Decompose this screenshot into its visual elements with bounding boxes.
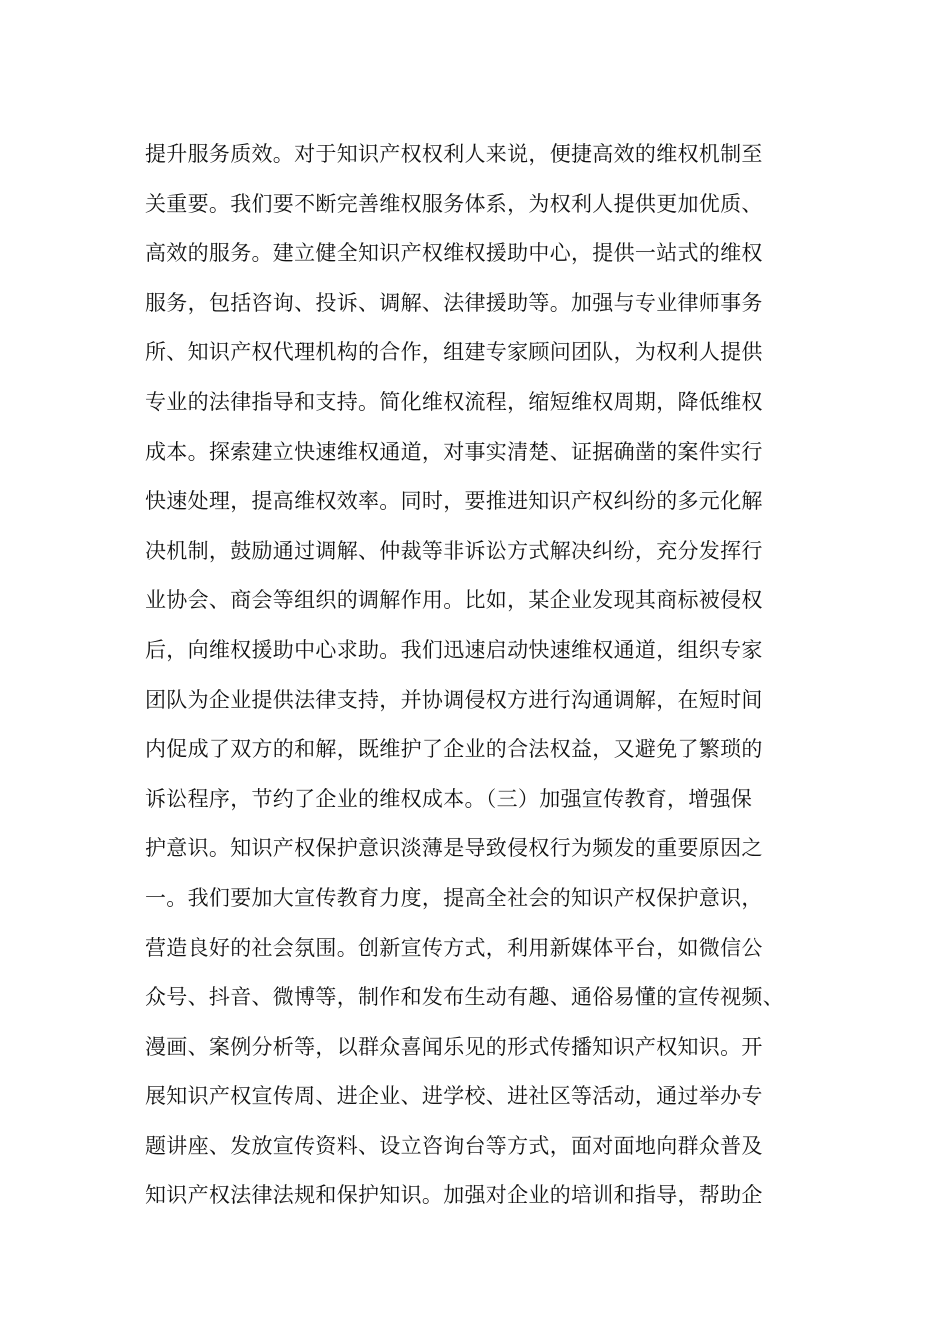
text-line: 决机制，鼓励通过调解、仲裁等非诉讼方式解决纠纷，充分发挥行 (145, 538, 763, 563)
text-line: 业协会、商会等组织的调解作用。比如，某企业发现其商标被侵权 (145, 588, 763, 613)
text-line: 众号、抖音、微博等，制作和发布生动有趣、通俗易懂的宣传视频、 (145, 985, 784, 1010)
text-line: 题讲座、发放宣传资料、设立咨询台等方式，面对面地向群众普及 (145, 1133, 763, 1158)
text-line: 服务，包括咨询、投诉、调解、法律援助等。加强与专业律师事务 (145, 290, 763, 315)
text-line: 内促成了双方的和解，既维护了企业的合法权益，又避免了繁琐的 (145, 737, 763, 762)
text-line: 快速处理，提高维权效率。同时，要推进知识产权纠纷的多元化解 (145, 489, 763, 514)
text-line: 诉讼程序，节约了企业的维权成本。（三）加强宣传教育，增强保 (145, 786, 753, 811)
text-line: 高效的服务。建立健全知识产权维权援助中心，提供一站式的维权 (145, 241, 763, 266)
text-line: 营造良好的社会氛围。创新宣传方式，利用新媒体平台，如微信公 (145, 935, 763, 960)
text-line: 关重要。我们要不断完善维权服务体系，为权利人提供更加优质、 (145, 191, 763, 216)
text-line: 护意识。知识产权保护意识淡薄是导致侵权行为频发的重要原因之 (145, 836, 763, 861)
body-text (145, 130, 845, 1221)
text-line: 专业的法律指导和支持。简化维权流程，缩短维权周期，降低维权 (145, 389, 763, 414)
text-line: 后，向维权援助中心求助。我们迅速启动快速维权通道，组织专家 (145, 637, 763, 662)
text-line: 漫画、案例分析等，以群众喜闻乐见的形式传播知识产权知识。开 (145, 1034, 763, 1059)
text-line: 提升服务质效。对于知识产权权利人来说，便捷高效的维权机制至 (145, 142, 763, 166)
text-line: 一。我们要加大宣传教育力度，提高全社会的知识产权保护意识， (145, 885, 763, 910)
text-line: 所、知识产权代理机构的合作，组建专家顾问团队，为权利人提供 (145, 340, 763, 365)
text-line: 成本。探索建立快速维权通道，对事实清楚、证据确凿的案件实行 (145, 439, 763, 464)
text-line: 知识产权法律法规和保护知识。加强对企业的培训和指导，帮助企 (145, 1183, 763, 1208)
text-line: 展知识产权宣传周、进企业、进学校、进社区等活动，通过举办专 (145, 1084, 763, 1109)
text-line: 团队为企业提供法律支持，并协调侵权方进行沟通调解，在短时间 (145, 687, 763, 712)
